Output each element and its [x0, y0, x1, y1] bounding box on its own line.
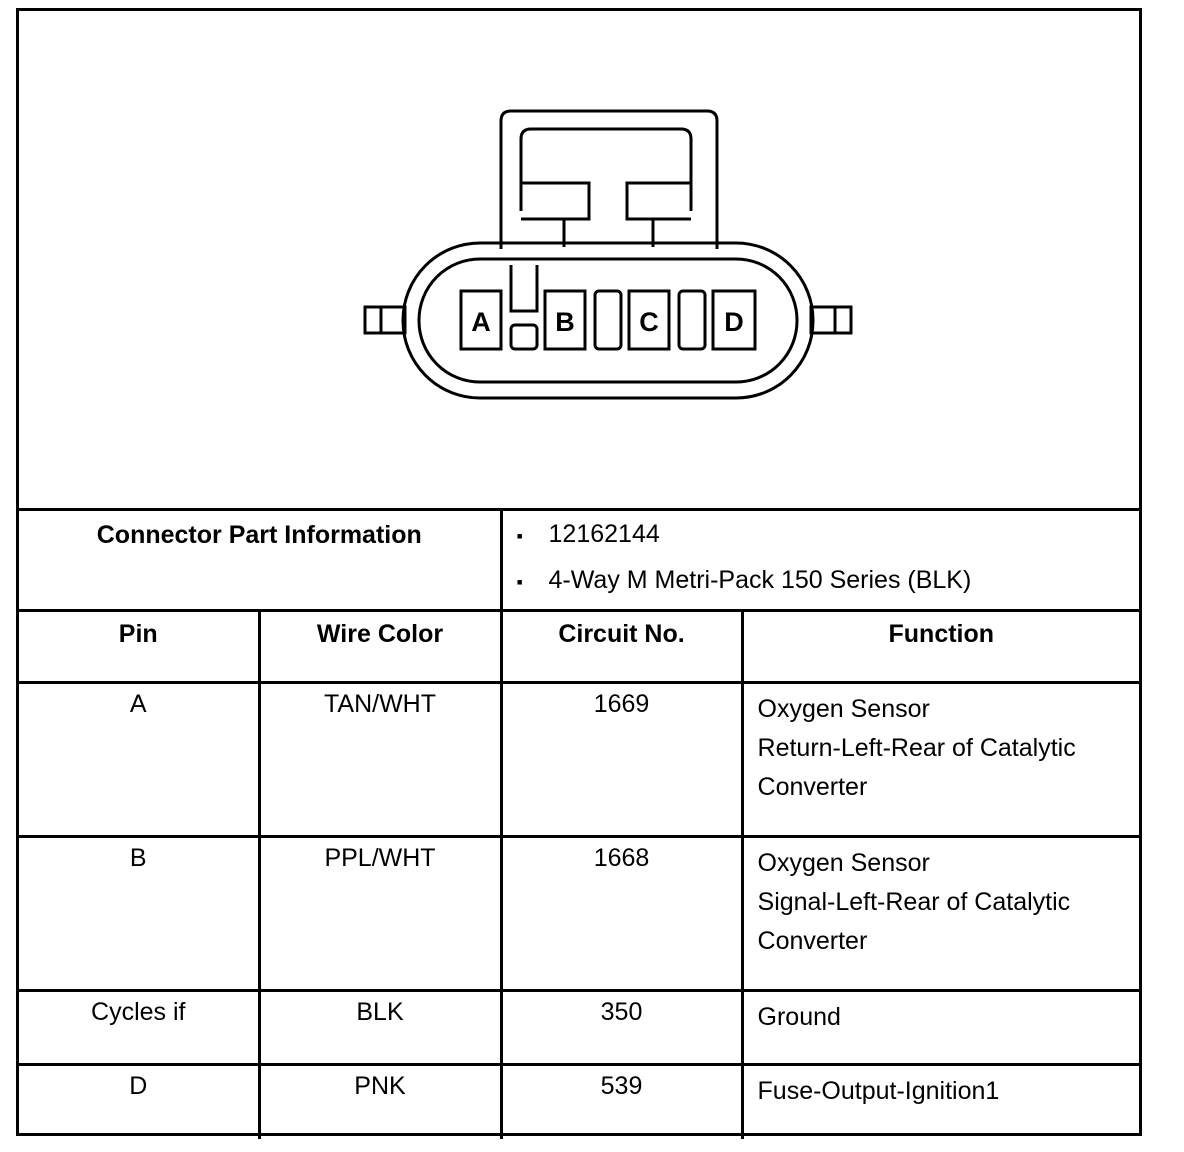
part-number: 12162144 [548, 520, 660, 548]
pinout-table [19, 508, 1139, 1139]
function-cell [742, 991, 1139, 1065]
wire-color-cell: BLK [259, 991, 501, 1065]
bullet-icon: ▪ [516, 572, 523, 592]
part-info-row [19, 510, 1139, 611]
header-function: Function [742, 611, 1139, 683]
function-cell [742, 837, 1139, 991]
left-ear [365, 307, 405, 333]
table-row [19, 683, 1139, 837]
connector-diagram [19, 11, 1139, 508]
table-row [19, 837, 1139, 991]
wire-color-cell: PPL/WHT [259, 837, 501, 991]
key-slot [511, 265, 537, 311]
pin-cell: Cycles if [19, 991, 259, 1065]
cavity-spacer-2 [679, 291, 705, 349]
function-line: Oxygen Sensor [757, 695, 930, 723]
latch-left-window [521, 183, 589, 219]
part-info-item [517, 563, 1140, 609]
function-line: Return-Left-Rear of Catalytic [757, 734, 1076, 762]
function-line: Converter [757, 927, 868, 955]
function-line: Fuse-Output-Ignition1 [757, 1077, 1000, 1105]
bullet-icon: ▪ [516, 526, 523, 546]
connector-end-view [19, 11, 1139, 508]
cavity-spacer-1 [595, 291, 621, 349]
function-line: Oxygen Sensor [757, 849, 930, 877]
header-circuit: Circuit No. [501, 611, 742, 683]
pin-label-b: B [555, 307, 575, 337]
function-line: Ground [757, 1003, 841, 1031]
table-row [19, 991, 1139, 1065]
circuit-cell: 1668 [501, 837, 742, 991]
pin-cell: B [19, 837, 259, 991]
connector-sheet [16, 8, 1142, 1136]
key-notch [511, 325, 537, 349]
right-ear [811, 307, 851, 333]
latch-inner [521, 129, 691, 211]
circuit-cell: 539 [501, 1065, 742, 1139]
function-line: Signal-Left-Rear of Catalytic [757, 888, 1071, 916]
latch-outer [501, 111, 717, 249]
pin-cell: A [19, 683, 259, 837]
latch-right-window [627, 183, 691, 219]
pin-label-d: D [724, 307, 744, 337]
header-row [19, 611, 1139, 683]
circuit-cell: 1669 [501, 683, 742, 837]
pin-label-a: A [471, 307, 491, 337]
table-row [19, 1065, 1139, 1139]
function-line: Converter [757, 773, 868, 801]
part-info-item [517, 517, 1140, 563]
part-info-label: Connector Part Information [19, 510, 501, 611]
part-info-values [501, 510, 1139, 611]
connector-body-outer [403, 243, 813, 398]
pin-cell: D [19, 1065, 259, 1139]
wire-color-cell: PNK [259, 1065, 501, 1139]
function-cell [742, 1065, 1139, 1139]
header-pin: Pin [19, 611, 259, 683]
function-cell [742, 683, 1139, 837]
circuit-cell: 350 [501, 991, 742, 1065]
header-wire-color: Wire Color [259, 611, 501, 683]
connector-description: 4-Way M Metri-Pack 150 Series (BLK) [548, 566, 972, 594]
wire-color-cell: TAN/WHT [259, 683, 501, 837]
pin-label-c: C [639, 307, 659, 337]
